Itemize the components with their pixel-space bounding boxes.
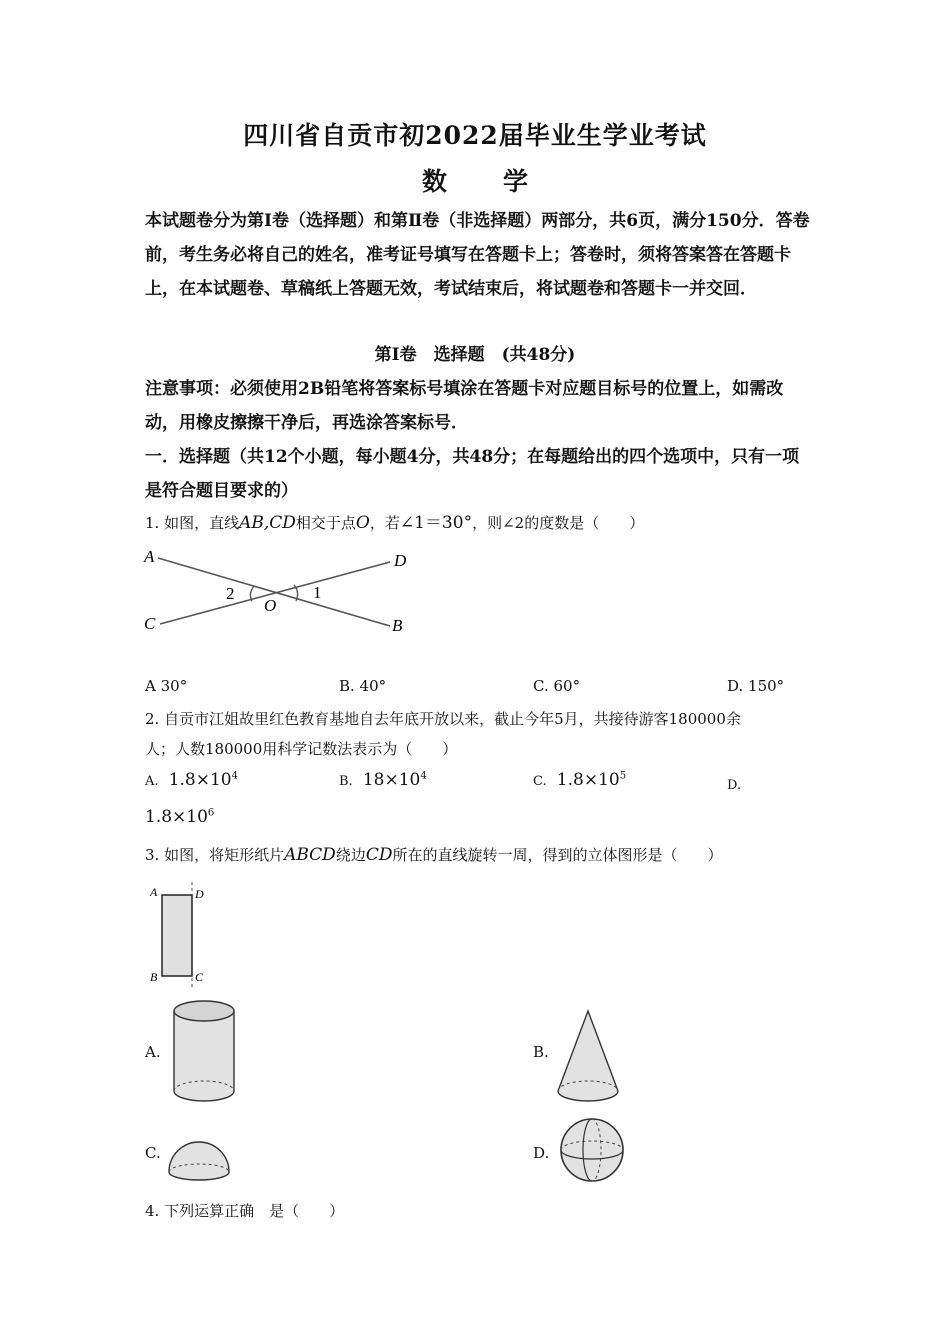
- point-d-label: D: [394, 551, 407, 570]
- rect-a-label: A: [150, 885, 158, 899]
- rect-b-label: B: [150, 970, 158, 984]
- part-heading: 一．选择题（共12个小题，每小题4分，共48分；在每题给出的四个选项中，只有一项是符合题目要求的）: [145, 447, 800, 501]
- q3-option-a: A.: [145, 1043, 161, 1061]
- q2-option-c: C. $1.8\times 10^5$: [533, 770, 627, 790]
- rect-c-label: C: [195, 970, 204, 984]
- question-3-text: 3. 如图，将矩形纸片ABCD绕边CD所在的直线旋转一周，得到的立体图形是（ ）: [145, 845, 723, 865]
- point-c-label: C: [144, 614, 156, 633]
- q1-option-c: C. 60°: [533, 677, 581, 695]
- q2-option-d: D.: [727, 778, 742, 793]
- q2-option-d-value: $1.8\times 10^6$: [145, 807, 215, 827]
- question-2-line-1: 2. 自贡市江姐故里红色教育基地自去年底开放以来，截止今年5月，共接待游客180000余: [145, 710, 741, 728]
- exam-subject: 数 学: [421, 167, 529, 196]
- intersecting-lines-figure: [140, 540, 420, 640]
- rect-d-label: D: [195, 887, 204, 901]
- q3-option-d: D.: [533, 1144, 550, 1162]
- rectangle-shape: [162, 895, 192, 976]
- question-2-line-2: 人；人数180000用科学记数法表示为（ ）: [145, 740, 458, 758]
- exam-intro: 本试题卷分为第Ⅰ卷（选择题）和第Ⅱ卷（非选择题）两部分，共6页，满分150分．答卷前，考生务必将自己的姓名，准考证号填写在答题卡上；答卷时，须将答案答在答题卡上，在本试题卷、草稿纸上答题无效，考试结束后，将试题卷和答题卡一并交回．: [145, 211, 810, 299]
- q1-option-a: A 30°: [145, 677, 188, 695]
- section-heading: 第Ⅰ卷 选择题 (共48分): [374, 345, 576, 365]
- q2-option-a: A. $1.8\times 10^4$: [145, 770, 238, 790]
- q3-option-c: C.: [145, 1144, 161, 1162]
- q1-option-b: B. 40°: [339, 677, 387, 695]
- point-a-label: A: [144, 547, 155, 566]
- cylinder-icon: [170, 997, 238, 1107]
- q1-option-d: D. 150°: [727, 677, 785, 695]
- cone-icon: [555, 1007, 623, 1107]
- hemisphere-icon: [166, 1136, 232, 1182]
- angle-2-label: 2: [226, 584, 235, 603]
- exam-notes: 注意事项：必须使用2B铅笔将答案标号填涂在答题卡对应题目标号的位置上，如需改动，用橡皮擦擦干净后，再选涂答案标号．: [145, 379, 784, 433]
- exam-title: 四川省自贡市初2022届毕业生学业考试: [243, 121, 707, 150]
- point-o-label: O: [264, 596, 277, 615]
- q3-option-b: B.: [533, 1043, 549, 1061]
- angle-1-label: 1: [313, 583, 322, 602]
- question-1-text: 1. 如图，直线AB,CD相交于点O，若∠1＝30°，则∠2的度数是（ ）: [145, 513, 645, 533]
- question-4-text: 4. 下列运算正确 是（ ）: [145, 1202, 345, 1220]
- q2-option-b: B. $18\times 10^4$: [339, 770, 427, 790]
- point-b-label: B: [392, 616, 403, 635]
- sphere-icon: [558, 1116, 626, 1184]
- rectangle-abcd-figure: [145, 880, 215, 990]
